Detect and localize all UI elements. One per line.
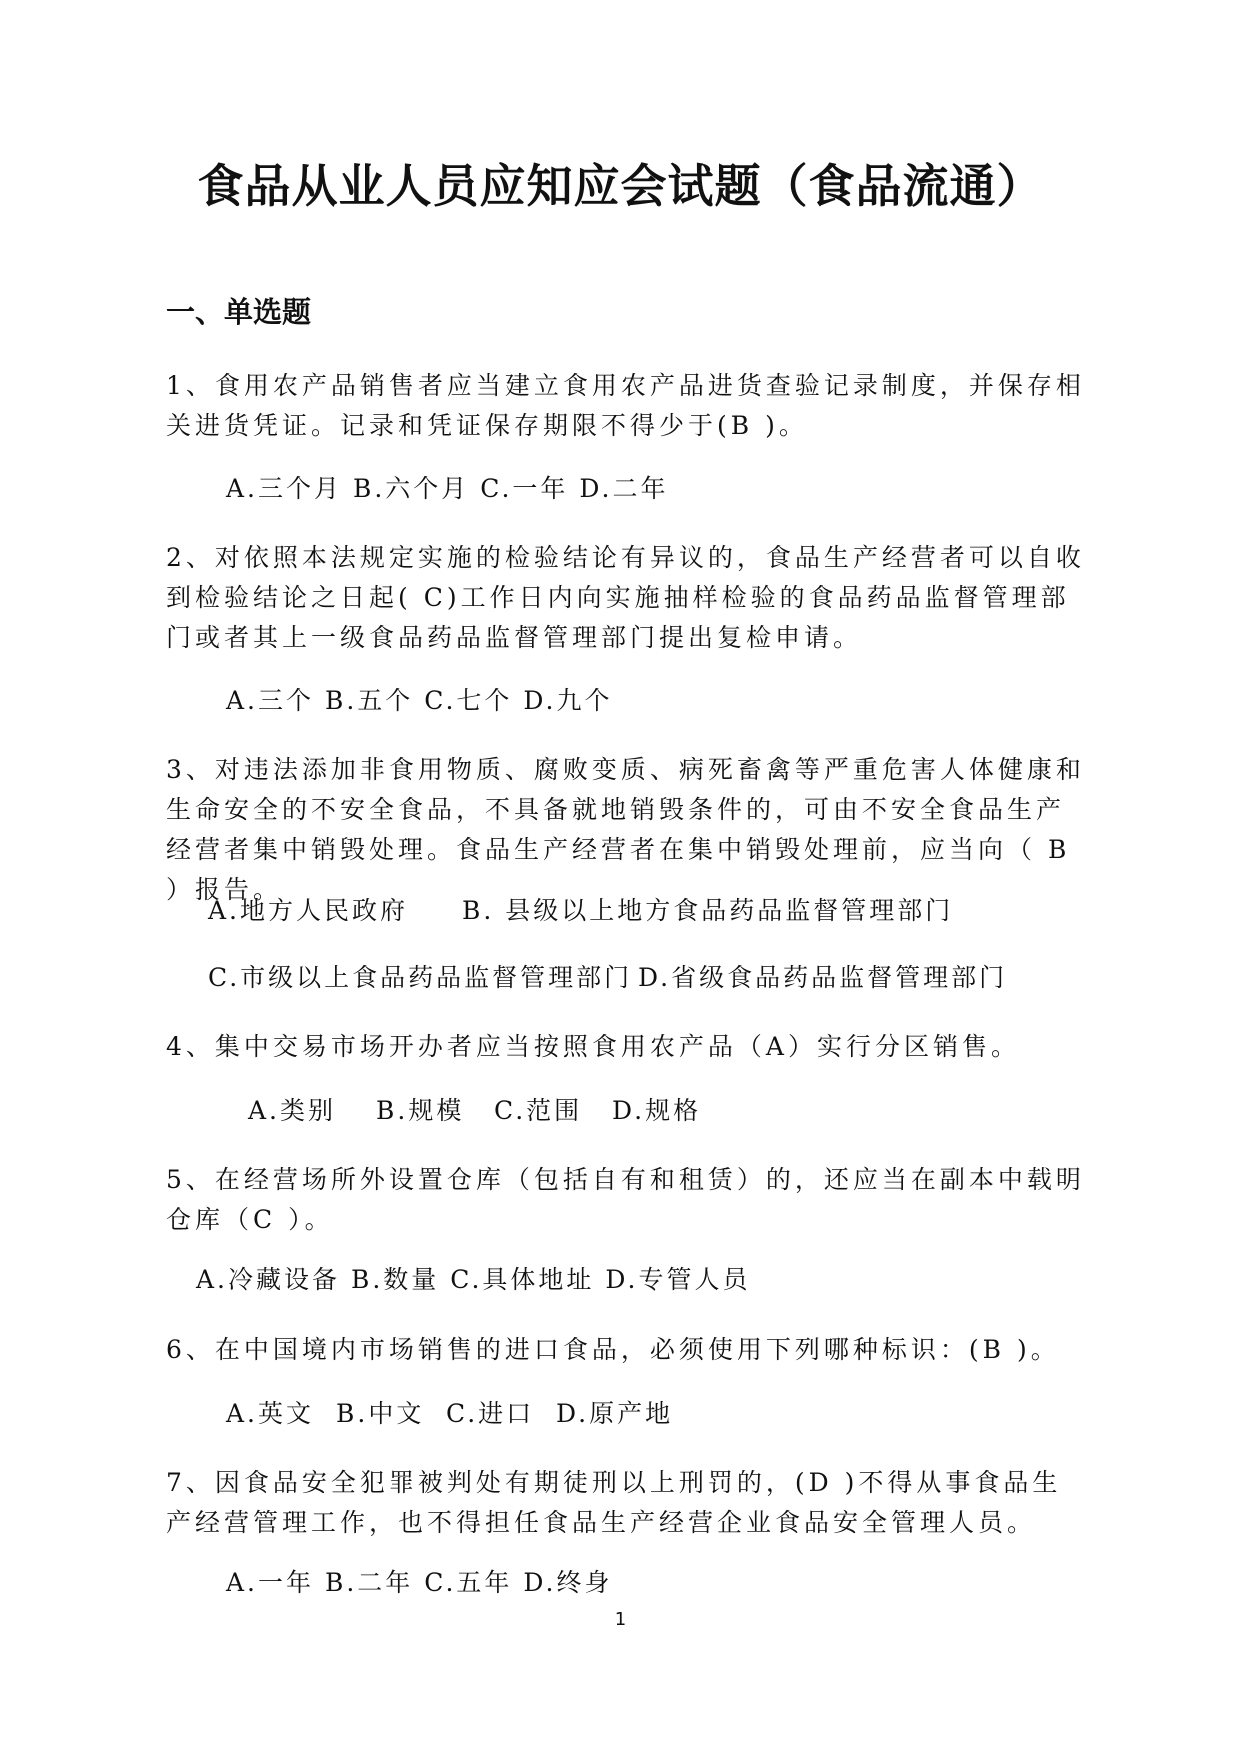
question-6-option-c: C.进口 [446,1399,535,1428]
question-5-stem: 5、在经营场所外设置仓库（包括自有和租赁）的，还应当在副本中载明仓库（C ）。 [166,1165,1085,1234]
question-4-option-b: B.规模 [376,1096,465,1125]
question-3-option-c: C.市级以上食品药品监督管理部门 [208,963,633,992]
question-3-option-b: B. 县级以上地方食品药品监督管理部门 [462,896,954,925]
question-3-stem: 3、对违法添加非食用物质、腐败变质、病死畜禽等严重危害人体健康和生命安全的不安全食品，不具备就地销毁条件的，可由不安全食品生产经营者集中销毁处理。食品生产经营者在集中销毁处理前，应当向（ B ）报告。 [166,755,1085,904]
question-7-options: A.一年 B.二年 C.五年 D.终身 [226,1568,613,1597]
question-7-stem: 7、因食品安全犯罪被判处有期徒刑以上刑罚的，(D )不得从事食品生产经营管理工作，也不得担任食品生产经营企业食品安全管理人员。 [166,1468,1062,1537]
question-3-option-d: D.省级食品药品监督管理部门 [638,963,1008,992]
question-6-stem: 6、在中国境内市场销售的进口食品，必须使用下列哪种标识：(B )。 [166,1335,1060,1364]
question-6-option-b: B.中文 [336,1399,425,1428]
document-title: 食品从业人员应知应会试题（食品流通） [197,159,1044,213]
question-6-option-d: D.原产地 [556,1399,674,1428]
question-5-options: A.冷藏设备 B.数量 C.具体地址 D.专管人员 [196,1265,751,1294]
question-1-stem: 1、食用农产品销售者应当建立食用农产品进货查验记录制度，并保存相关进货凭证。记录和凭证保存期限不得少于(B )。 [166,371,1085,440]
section-heading: 一、单选题 [166,295,312,329]
question-6-option-a: A.英文 [226,1399,315,1428]
question-4-option-a: A.类别 [248,1096,337,1125]
question-1-options: A.三个月 B.六个月 C.一年 D.二年 [226,474,669,503]
question-4-option-d: D.规格 [612,1096,702,1125]
question-2-options: A.三个 B.五个 C.七个 D.九个 [226,686,613,715]
question-4-stem: 4、集中交易市场开办者应当按照食用农产品（A）实行分区销售。 [166,1032,1020,1061]
page-number: 1 [614,1609,627,1630]
question-4-option-c: C.范围 [494,1096,583,1125]
question-2-stem: 2、对依照本法规定实施的检验结论有异议的，食品生产经营者可以自收到检验结论之日起( C)工作日内向实施抽样检验的食品药品监督管理部门或者其上一级食品药品监督管理部门提出复检申请。 [166,543,1085,652]
question-3-option-a: A.地方人民政府 [208,896,409,925]
